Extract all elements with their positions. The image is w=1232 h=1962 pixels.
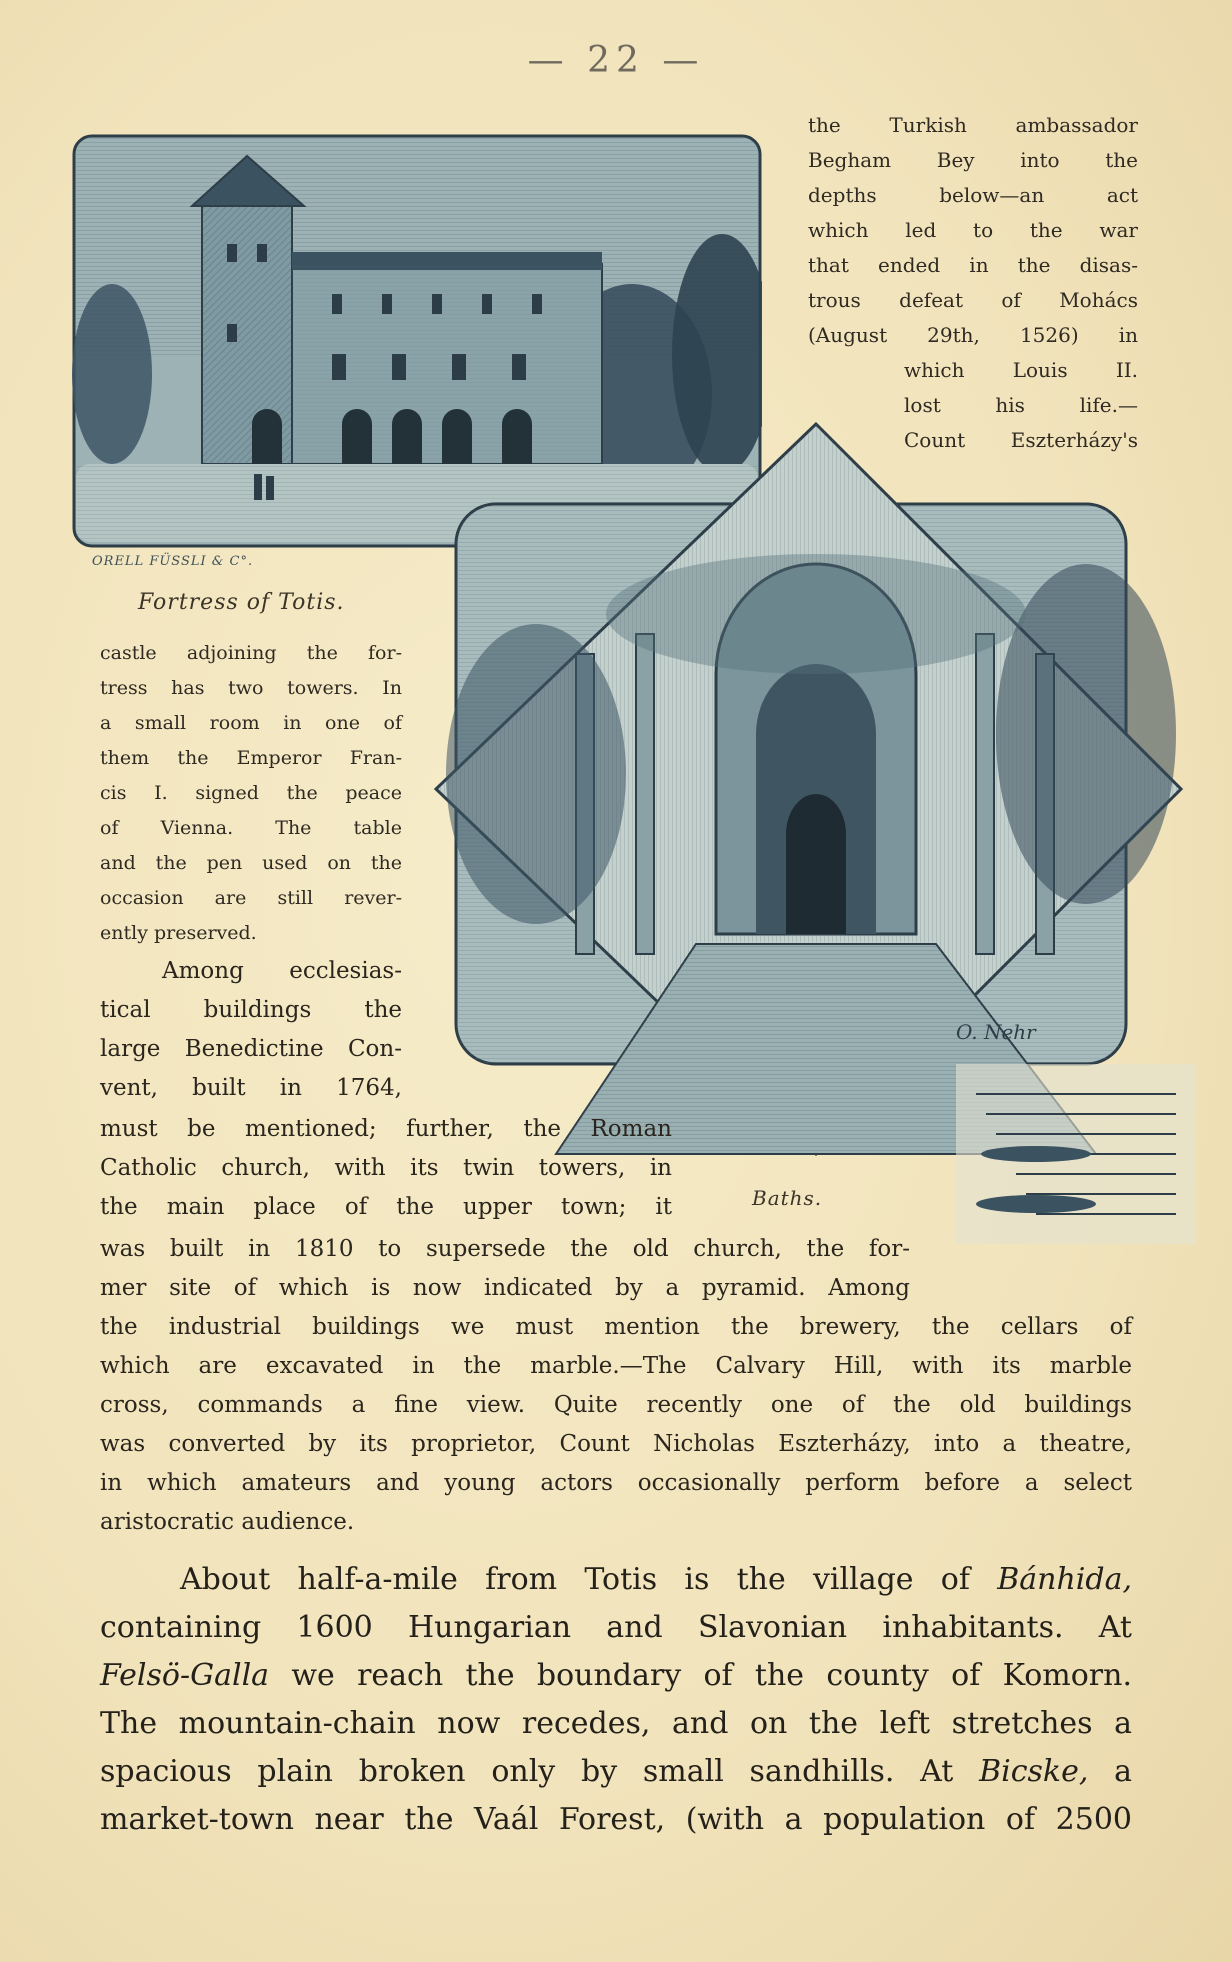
foliage xyxy=(606,554,1026,674)
page-number: — 22 — xyxy=(527,40,705,81)
text-line: of Vienna. The table xyxy=(100,817,402,839)
text-line: cis I. signed the peace xyxy=(100,782,402,804)
text-line: Among ecclesias- xyxy=(162,958,402,984)
text-line: tress has two towers. In xyxy=(100,677,402,699)
text-run: a xyxy=(1088,1754,1132,1789)
text-run: About half-a-mile from Totis is the village of xyxy=(180,1562,998,1597)
text-line: that ended in the disas- xyxy=(808,253,1138,277)
paragraph-church-continued xyxy=(100,1230,910,1308)
tree xyxy=(72,284,152,464)
text-line: the main place of the upper town; it xyxy=(100,1194,672,1220)
fortress-engraver-credit: ORELL FÜSSLI & C°. xyxy=(92,554,254,569)
fountain-basin xyxy=(976,1195,1096,1213)
text-line: was converted by its proprietor, Count Nicholas Eszterházy, into a theatre, xyxy=(100,1431,1132,1457)
text-line: which are excavated in the marble.—The Calvary Hill, with its marble xyxy=(100,1353,1132,1379)
figure xyxy=(266,476,274,500)
fortress-caption: Fortress of Totis. xyxy=(138,590,345,615)
text-line: ently preserved. xyxy=(100,922,257,944)
text-line: was built in 1810 to supersede the old church, the for- xyxy=(100,1236,910,1262)
text-line: lost his life.— xyxy=(904,393,1138,417)
left-column-text xyxy=(100,636,402,951)
text-line: market-town near the Vaál Forest, (with a population of 2500 xyxy=(100,1802,1132,1837)
text-line: Catholic church, with its twin towers, in xyxy=(100,1155,672,1181)
text-line: Count Eszterházy's xyxy=(904,428,1138,452)
text-line: mer site of which is now indicated by a pyramid. Among xyxy=(100,1275,910,1301)
paragraph-banhida xyxy=(100,1556,1132,1844)
text-run: we reach the boundary of the county of Komorn. xyxy=(269,1658,1132,1693)
text-line xyxy=(100,1652,1132,1700)
place-name: Bánhida, xyxy=(997,1562,1132,1597)
text-line: vent, built in 1764, xyxy=(100,1075,402,1101)
text-line: in which amateurs and young actors occasionally perform before a select xyxy=(100,1470,1132,1496)
text-line: must be mentioned; further, the Roman xyxy=(100,1116,672,1142)
right-column-text xyxy=(808,108,1138,458)
paragraph-ecclesiastical xyxy=(100,952,402,1108)
text-run: spacious plain broken only by small sandhills. At xyxy=(100,1754,980,1789)
text-line: aristocratic audience. xyxy=(100,1509,355,1535)
fountain-basin xyxy=(981,1146,1091,1162)
text-line: the industrial buildings we must mention the brewery, the cellars of xyxy=(100,1314,1132,1340)
text-line: occasion are still rever- xyxy=(100,887,402,909)
baths-caption: Baths. xyxy=(752,1186,823,1210)
text-line: large Benedictine Con- xyxy=(100,1036,402,1062)
text-line: Begham Bey into the xyxy=(808,148,1138,172)
text-line: (August 29th, 1526) in xyxy=(808,323,1138,347)
text-line: the Turkish ambassador xyxy=(808,113,1138,137)
text-line: tical buildings the xyxy=(100,997,402,1023)
place-name: Bicske, xyxy=(979,1754,1089,1789)
text-line: castle adjoining the for- xyxy=(100,642,402,664)
text-line: cross, commands a fine view. Quite recently one of the old buildings xyxy=(100,1392,1132,1418)
text-line: them the Emperor Fran- xyxy=(100,747,402,769)
text-line: which led to the war xyxy=(808,218,1138,242)
text-line: depths below—an act xyxy=(808,183,1138,207)
text-line: which Louis II. xyxy=(904,358,1138,382)
text-line: and the pen used on the xyxy=(100,852,402,874)
text-line: trous defeat of Mohács xyxy=(808,288,1138,312)
figure xyxy=(254,474,262,500)
engraver-signature: O. Nehr xyxy=(956,1020,1036,1044)
place-name: Felsö-Galla xyxy=(100,1658,270,1693)
text-line: a small room in one of xyxy=(100,712,402,734)
text-line xyxy=(100,1748,1132,1796)
text-line: The mountain-chain now recedes, and on the left stretches a xyxy=(100,1706,1132,1741)
text-line: containing 1600 Hungarian and Slavonian inhabitants. At xyxy=(100,1610,1132,1645)
foliage xyxy=(446,624,626,924)
paragraph-industrial xyxy=(100,1308,1132,1542)
paragraph-church xyxy=(100,1110,672,1227)
text-line xyxy=(100,1556,1132,1604)
